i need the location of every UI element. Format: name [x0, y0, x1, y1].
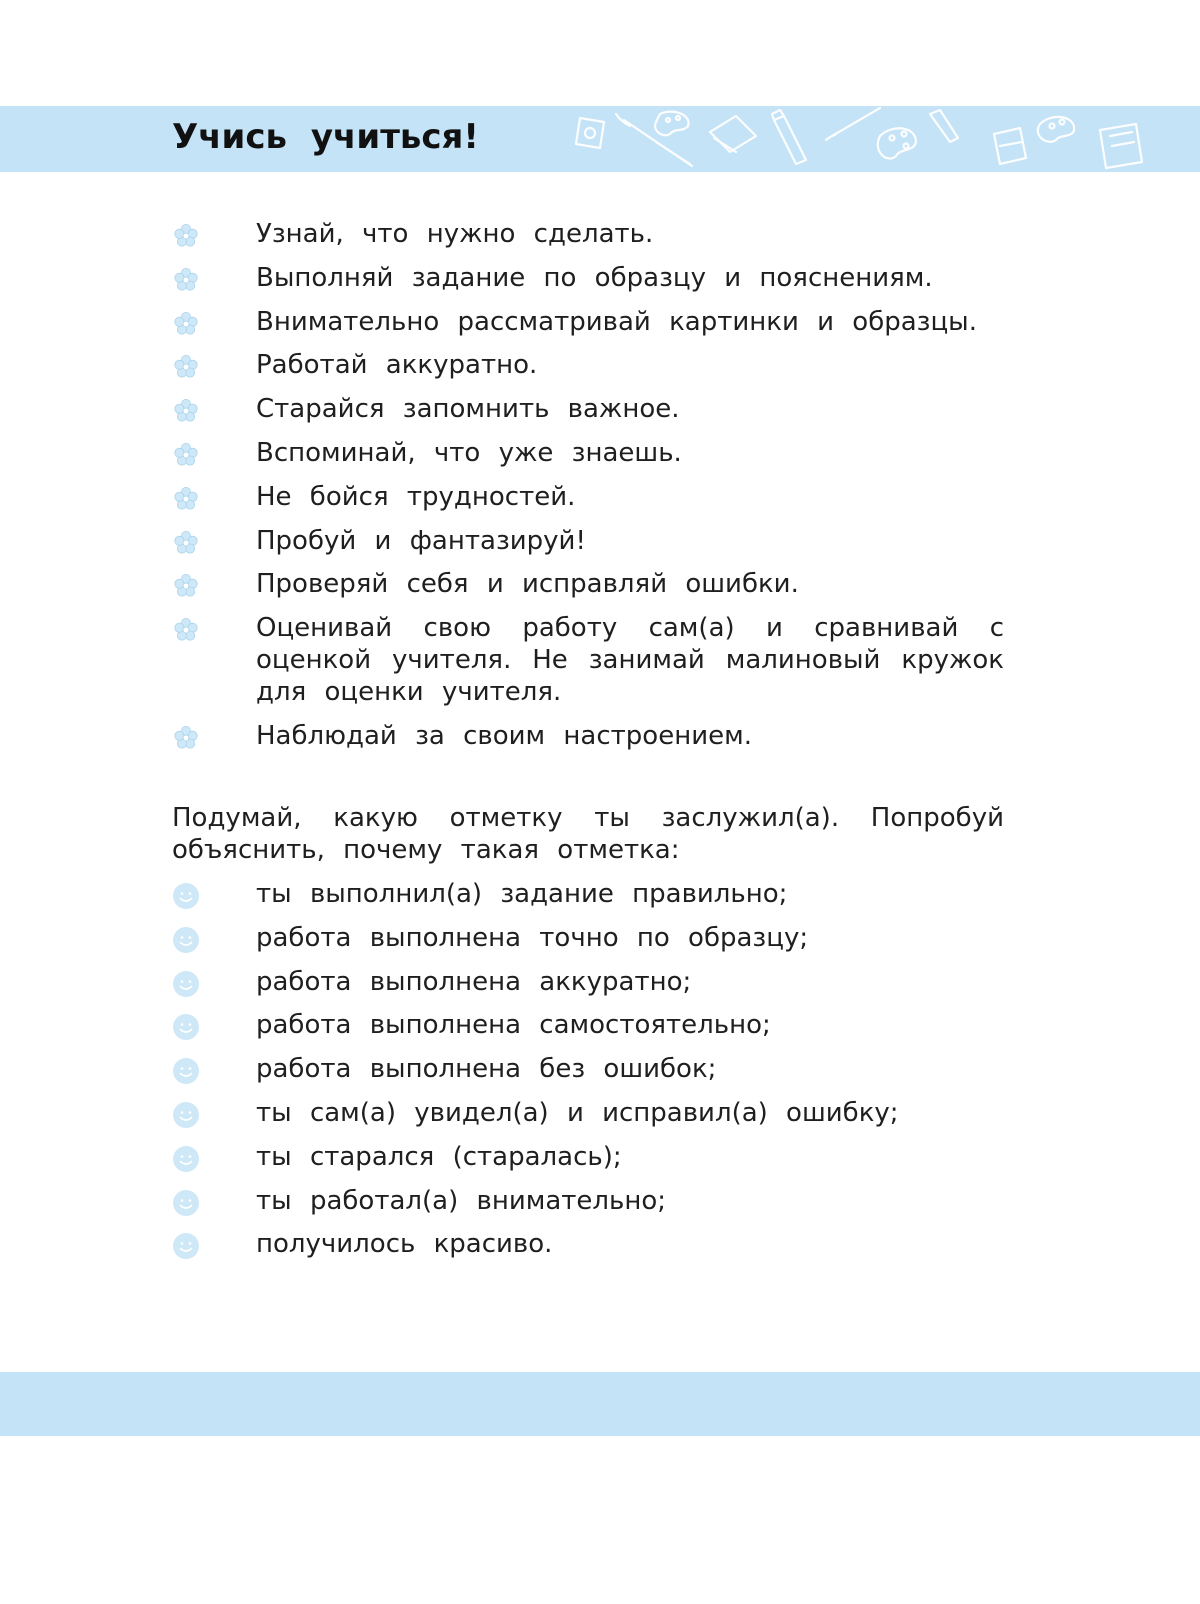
rule-text: Наблюдай за своим настроением.: [256, 720, 752, 751]
list-item: [172, 1053, 1004, 1085]
flower-icon: [172, 266, 200, 294]
flower-icon: [172, 353, 200, 381]
list-item: [172, 481, 1004, 513]
page-title: Учись учиться!: [172, 117, 479, 157]
list-item: [172, 262, 1004, 294]
smiley-icon: [172, 1189, 200, 1217]
grade-text: ты сам(а) увидел(а) и исправил(а) ошибку;: [256, 1097, 899, 1128]
pencil-icon: [772, 110, 806, 164]
list-item: [172, 1228, 1004, 1260]
list-item: [172, 1097, 1004, 1129]
grade-text: ты работал(а) внимательно;: [256, 1185, 667, 1216]
grade-text: ты старался (старалась);: [256, 1141, 622, 1172]
rule-text: Проверяй себя и исправляй ошибки.: [256, 569, 799, 600]
flower-icon: [172, 724, 200, 752]
list-item: [172, 218, 1004, 250]
flower-icon: [172, 529, 200, 557]
smiley-icon: [172, 1232, 200, 1260]
rule-text: Выполняй задание по образцу и пояснениям.: [256, 262, 933, 293]
rule-text: Не бойся трудностей.: [256, 481, 576, 512]
list-item: [172, 720, 1004, 752]
rule-text: Оценивай свою работу сам(а) и сравнивай с оценкой учителя. Не занимай малиновый кружок для оценки учителя.: [256, 613, 1004, 708]
grading-list: [172, 878, 1004, 1272]
eraser-icon: [994, 128, 1026, 164]
palette-icon: [655, 112, 688, 136]
rule-text: Пробуй и фантазируй!: [256, 525, 586, 556]
list-item: [172, 966, 1004, 998]
rule-text: Вспоминай, что уже знаешь.: [256, 437, 682, 468]
rule-text: Работай аккуратно.: [256, 350, 538, 381]
brush-icon: [616, 114, 692, 166]
flower-icon: [172, 616, 200, 644]
list-item: [172, 1185, 1004, 1217]
rule-text: Узнай, что нужно сделать.: [256, 219, 654, 249]
grade-text: работа выполнена аккуратно;: [256, 966, 692, 997]
pencil-icon: [930, 110, 958, 142]
palette-icon: [878, 128, 916, 158]
smiley-icon: [172, 1101, 200, 1129]
list-item: [172, 922, 1004, 954]
rule-text: Старайся запомнить важное.: [256, 394, 680, 425]
list-item: [172, 1141, 1004, 1173]
flower-icon: [172, 310, 200, 338]
palette-icon: [1038, 117, 1074, 142]
flower-icon: [172, 441, 200, 469]
smiley-icon: [172, 1057, 200, 1085]
grading-question: Подумай, какую отметку ты заслужил(а). Попробуй объяснить, почему такая отметка:: [172, 803, 1004, 865]
paper-icon: [1100, 124, 1142, 168]
smiley-icon: [172, 1145, 200, 1173]
rules-list: [172, 218, 1004, 764]
list-item: [172, 437, 1004, 469]
list-item: [172, 306, 1004, 338]
flower-icon: [172, 572, 200, 600]
list-item: [172, 525, 1004, 557]
smiley-icon: [172, 882, 200, 910]
grade-text: работа выполнена точно по образцу;: [256, 922, 809, 953]
brush-icon: [826, 108, 880, 140]
list-item: [172, 393, 1004, 425]
smiley-icon: [172, 970, 200, 998]
grade-text: получилось красиво.: [256, 1229, 553, 1260]
footer-band: [0, 1372, 1200, 1436]
grade-text: работа выполнена без ошибок;: [256, 1054, 717, 1085]
list-item: [172, 878, 1004, 910]
smiley-icon: [172, 1013, 200, 1041]
list-item: [172, 349, 1004, 381]
rule-text: Внимательно рассматривай картинки и образцы.: [256, 306, 977, 337]
school-supplies-decoration: [560, 106, 1200, 172]
book-icon: [710, 116, 756, 152]
list-item: [172, 1009, 1004, 1041]
flower-icon: [172, 397, 200, 425]
flower-icon: [172, 222, 200, 250]
smiley-icon: [172, 926, 200, 954]
list-item: [172, 568, 1004, 600]
flower-icon: [172, 485, 200, 513]
list-item: [172, 612, 1004, 708]
sharpener-icon: [576, 118, 604, 148]
grade-text: ты выполнил(а) задание правильно;: [256, 879, 788, 909]
grade-text: работа выполнена самостоятельно;: [256, 1010, 771, 1041]
